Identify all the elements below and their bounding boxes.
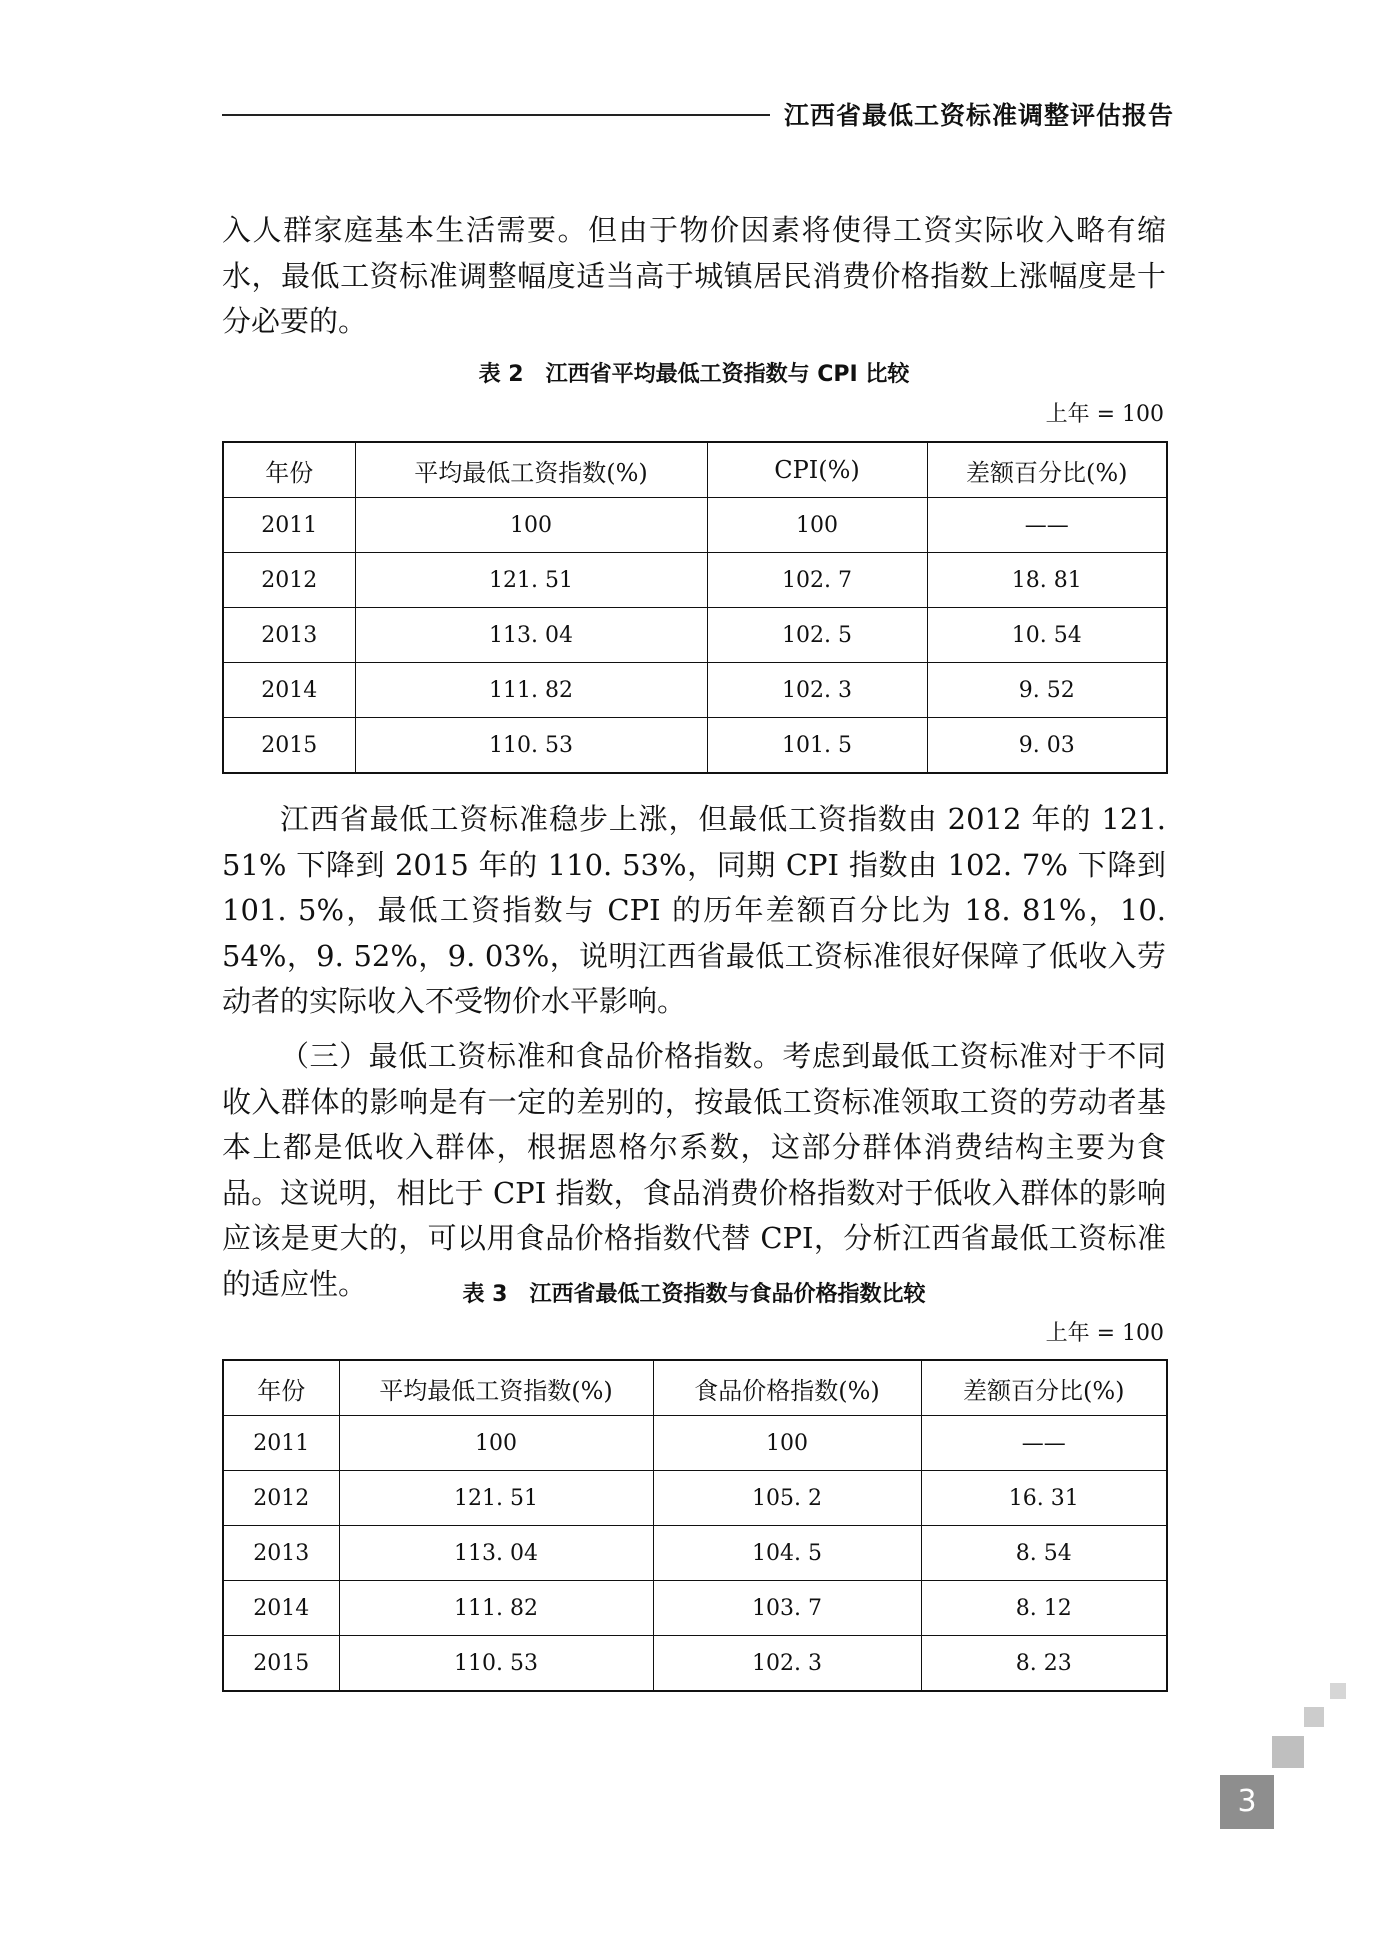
paragraph-section-3: （三）最低工资标准和食品价格指数。考虑到最低工资标准对于不同收入群体的影响是有一定的差别的，按最低工资标准领取工资的劳动者基本上都是低收入群体，根据恩格尔系数，这部分群体消费结构主要为食品。这说明，相比于 CPI 指数，食品消费价格指数对于低收入群体的影响应该是更大的，可以用食品价格指数代替 CPI，分析江西省最低工资标准的适应性。 [222, 1039, 1166, 1301]
paragraph-analysis-cpi: 江西省最低工资标准稳步上涨，但最低工资指数由 2012 年的 121. 51% 下降到 2015 年的 110. 53%，同期 CPI 指数由 102. 7% 下降到 101. 5%，最低工资指数与 CPI 的历年差额百分比为 18. 81%，10. 54%，9. 52%，9. 03%，说明江西省最低工资标准很好保障了低收入劳动者的实际收入不受物价水平影响。 [222, 802, 1166, 1018]
table-cell: 9. 52 [927, 663, 1167, 718]
table-row [223, 1526, 1167, 1581]
table-cell: 101. 5 [707, 718, 927, 774]
table-cell: 2014 [223, 1581, 339, 1636]
table3-title: 江西省最低工资指数与食品价格指数比较 [529, 1282, 926, 1307]
table3-header-year: 年份 [223, 1360, 339, 1416]
table-cell: 2011 [223, 1416, 339, 1471]
table3-number: 表 3 [462, 1282, 508, 1307]
table-cell: 102. 7 [707, 553, 927, 608]
table2-header-year: 年份 [223, 442, 355, 498]
page-number: 3 [1220, 1775, 1274, 1829]
table-cell: 102. 3 [707, 663, 927, 718]
decorative-square [1272, 1736, 1304, 1768]
table2-title: 江西省平均最低工资指数与 CPI 比较 [545, 362, 910, 387]
table-cell: 2011 [223, 498, 355, 553]
table-row [223, 1416, 1167, 1471]
table-cell: 103. 7 [653, 1581, 921, 1636]
table2-caption [222, 357, 1166, 388]
table-cell: —— [927, 498, 1167, 553]
table-cell: 2013 [223, 1526, 339, 1581]
table-row [223, 608, 1167, 663]
decorative-square [1304, 1707, 1324, 1727]
table2-header-wage-index: 平均最低工资指数(%) [355, 442, 707, 498]
table-cell: 110. 53 [339, 1636, 653, 1692]
table-row [223, 498, 1167, 553]
table-cell: 16. 31 [921, 1471, 1167, 1526]
decorative-square [1330, 1683, 1346, 1699]
table3-caption [222, 1277, 1166, 1308]
table2-unit-note: 上年 = 100 [1045, 402, 1164, 427]
table2-number: 表 2 [478, 362, 524, 387]
table-cell: 121. 51 [355, 553, 707, 608]
table-row [223, 663, 1167, 718]
table2-header-cpi: CPI(%) [707, 442, 927, 498]
table-cell: —— [921, 1416, 1167, 1471]
table-row [223, 553, 1167, 608]
table-cell: 100 [707, 498, 927, 553]
table3 [222, 1359, 1168, 1692]
running-header-title: 江西省最低工资标准调整评估报告 [784, 101, 1175, 130]
table-cell: 102. 5 [707, 608, 927, 663]
table3-header-row [223, 1360, 1167, 1416]
table2-header-diff: 差额百分比(%) [927, 442, 1167, 498]
table-cell: 10. 54 [927, 608, 1167, 663]
table2 [222, 441, 1168, 774]
table-row [223, 1581, 1167, 1636]
table-cell: 2015 [223, 1636, 339, 1692]
table-cell: 104. 5 [653, 1526, 921, 1581]
table-row [223, 1636, 1167, 1692]
table2-header-row [223, 442, 1167, 498]
table-row [223, 718, 1167, 774]
table-cell: 100 [339, 1416, 653, 1471]
table3-header-wage-index: 平均最低工资指数(%) [339, 1360, 653, 1416]
table-cell: 100 [653, 1416, 921, 1471]
table-cell: 111. 82 [339, 1581, 653, 1636]
table-cell: 100 [355, 498, 707, 553]
table-cell: 8. 12 [921, 1581, 1167, 1636]
table-cell: 111. 82 [355, 663, 707, 718]
header-rule [222, 114, 770, 116]
table-cell: 8. 54 [921, 1526, 1167, 1581]
table-cell: 113. 04 [339, 1526, 653, 1581]
table-cell: 9. 03 [927, 718, 1167, 774]
table-cell: 18. 81 [927, 553, 1167, 608]
table-cell: 2013 [223, 608, 355, 663]
table-cell: 121. 51 [339, 1471, 653, 1526]
table-cell: 113. 04 [355, 608, 707, 663]
table-cell: 8. 23 [921, 1636, 1167, 1692]
table-row [223, 1471, 1167, 1526]
table3-header-diff: 差额百分比(%) [921, 1360, 1167, 1416]
paragraph-continuation: 入人群家庭基本生活需要。但由于物价因素将使得工资实际收入略有缩水，最低工资标准调整幅度适当高于城镇居民消费价格指数上涨幅度是十分必要的。 [222, 213, 1166, 338]
table-cell: 2012 [223, 553, 355, 608]
table-cell: 110. 53 [355, 718, 707, 774]
table-cell: 2012 [223, 1471, 339, 1526]
table3-unit-note: 上年 = 100 [1045, 1321, 1164, 1346]
table3-header-food-index: 食品价格指数(%) [653, 1360, 921, 1416]
table-cell: 102. 3 [653, 1636, 921, 1692]
table-cell: 105. 2 [653, 1471, 921, 1526]
table-cell: 2015 [223, 718, 355, 774]
table-cell: 2014 [223, 663, 355, 718]
